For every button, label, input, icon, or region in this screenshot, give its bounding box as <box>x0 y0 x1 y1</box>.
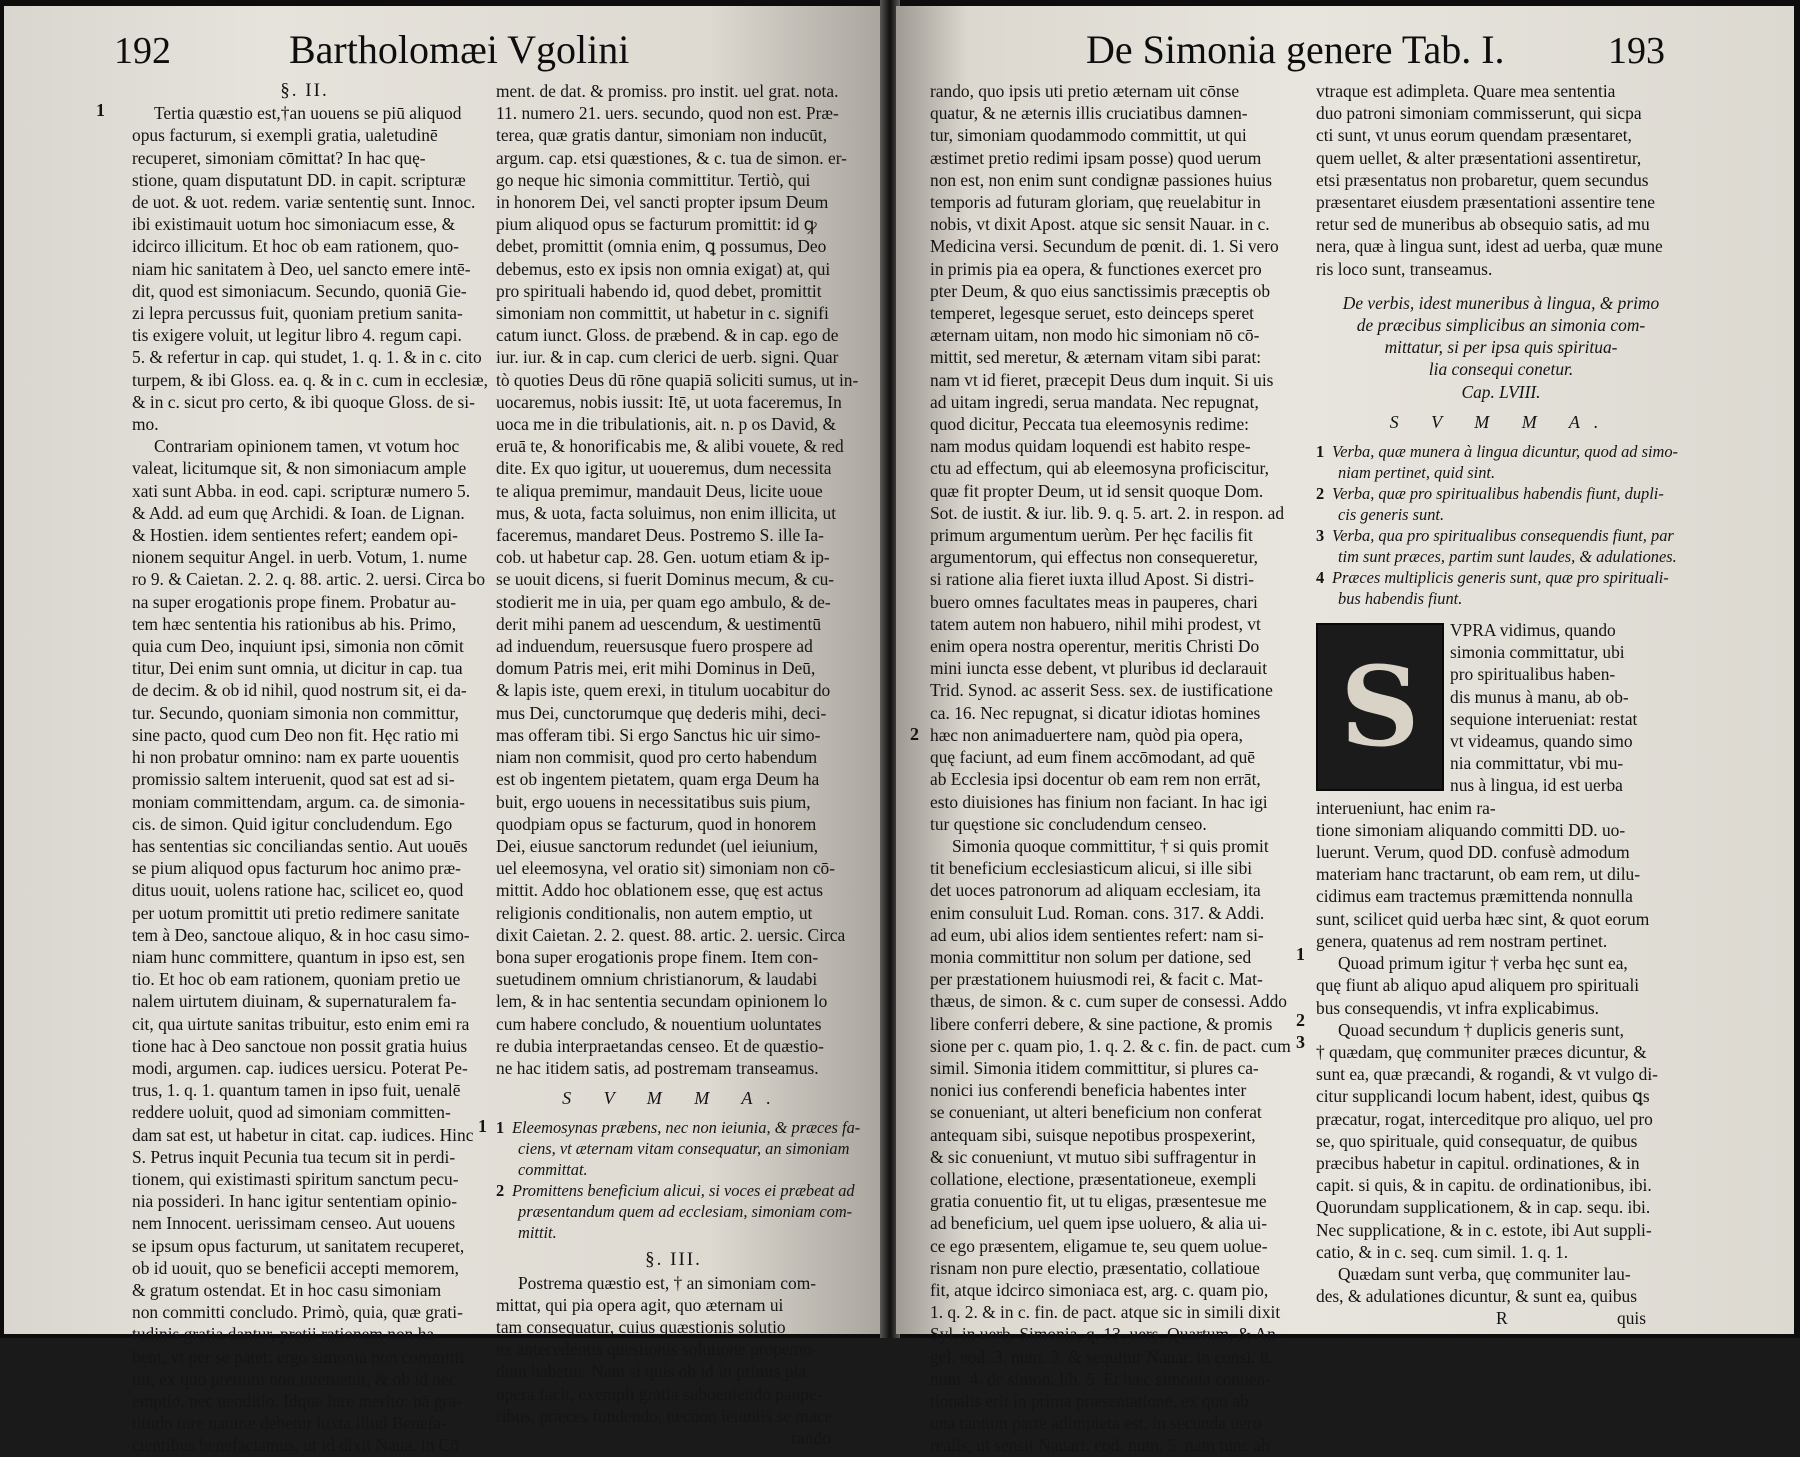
section-heading: §. II. <box>280 80 329 101</box>
text-line: esto diuisiones has finium non faciant. In hac igi <box>930 791 1268 812</box>
text-line: & Add. ad eum quę Archidi. & Ioan. de Lignan. <box>132 502 465 523</box>
text-line: S. Petrus inquit Pecunia tua tecum sit in perdi- <box>132 1146 456 1167</box>
text-line: in primis pia ea opera, & functiones exercet pro <box>930 258 1262 279</box>
text-line: cob. ut habetur cap. 28. Gen. uotum etiam & ip- <box>496 547 830 568</box>
summa-item-number: 4 <box>1316 568 1325 588</box>
summa-item-number: 2 <box>1316 484 1325 504</box>
text-line: niam non commisit, quod pro certo habendum <box>496 747 818 768</box>
text-line: na super erogationis prope finem. Probatur au- <box>132 591 457 612</box>
text-line: titudo iure naturæ debetur iuxta illud Benefa- <box>132 1413 447 1434</box>
text-line: ad induendum, reuersusque fuero prospere ad <box>496 636 813 657</box>
text-line: Dei, eiusue sanctorum redundet (uel ieiunium, <box>496 835 819 856</box>
text-line: te aliqua premimur, mandauit Deus, licite uoue <box>496 480 823 501</box>
text-line: cidimus eam tractemus præmittenda nonnulla <box>1316 886 1633 907</box>
text-line: emptio, nec uenditio. Idque iure merito: nā gra- <box>132 1390 462 1411</box>
text-line: catio, & in c. seq. cum simil. 1. q. 1. <box>1316 1241 1569 1262</box>
text-line: promissio saltem interuenit, quod sat est ad si- <box>132 769 455 790</box>
text-line: æternam uitam, non modo hic simoniam nō cō- <box>930 325 1260 346</box>
text-line: & lapis iste, quem erexi, in titulum uocabitur do <box>496 680 831 701</box>
text-line: tem à Deo, sanctoue aliquo, & in hoc casu simo- <box>132 924 470 945</box>
catchword: quis <box>1617 1308 1646 1329</box>
left-column-2 <box>496 80 861 1449</box>
text-line: dite. Ex quo igitur, ut uoueremus, dum necessita <box>496 458 832 479</box>
left-page-number: 192 <box>114 30 171 72</box>
text-line: argum. cap. etsi quæstiones, & c. tua de simon. er- <box>496 147 847 168</box>
text-line: det uoces patronorum ad aliquam ecclesiam, ita <box>930 880 1261 901</box>
text-line: se uouit dicens, si fuerit Dominus mecum, & cu- <box>496 569 835 590</box>
text-line: quæ fit propter Deum, ut id sensit quoque Dom. <box>930 480 1264 501</box>
text-line: simonia committatur, ubi <box>1450 642 1625 663</box>
text-line: se conueniant, ut alteri beneficium non conferat <box>930 1102 1262 1123</box>
margin-number: 1 <box>478 1116 487 1136</box>
text-line: ribus, præces fundendo, necnon ieiuniis se mace <box>496 1405 833 1426</box>
text-line: interueniunt, hac enim ra- <box>1316 797 1496 818</box>
text-line: dit, quod est simoniacum. Secundo, quoniā Gie- <box>132 280 467 301</box>
summa-heading: S V M M A. <box>562 1088 785 1109</box>
margin-number: 1 <box>1296 944 1305 964</box>
right-page <box>896 6 1794 1456</box>
text-line: nam vt id fieret, præcepit Deus dum inquit. Si uis <box>930 369 1274 390</box>
text-line: uoca me in die tribulationis, ait. n. p os David, & <box>496 414 837 435</box>
text-line: ab Ecclesia ipsi docentur ob eam rem non errāt, <box>930 769 1261 790</box>
text-line: domum Patris mei, erit mihi Dominus in Deū, <box>496 658 816 679</box>
text-line: religionis conditionalis, non autem emptio, ut <box>496 902 813 923</box>
text-line: mittit. Addo hoc oblationem esse, quę est actus <box>496 880 823 901</box>
summa-item-continuation: cis generis sunt. <box>1338 505 1445 525</box>
text-line: dixit Caietan. 2. 2. quest. 88. artic. 2. uersic. Circa <box>496 924 846 945</box>
text-line: turpem, & ibi Gloss. ea. q. & in c. cum in ecclesiæ, <box>132 369 488 390</box>
text-line: tit beneficium ecclesiasticum alicui, si ille sibi <box>930 858 1253 879</box>
text-line: mini iuncta esse debent, vt pluribus id declarauit <box>930 658 1268 679</box>
text-line: se ipsum opus facturum, ut sanitatem recuperet, <box>132 1235 465 1256</box>
text-line: hi non probatur omnino: nam ex parte uouentis <box>132 747 459 768</box>
summa-item <box>1316 525 1686 546</box>
text-line: enim opera nostra operentur, meritis Christi Do <box>930 636 1260 657</box>
text-line: nia committatur, vbi mu- <box>1450 753 1624 774</box>
text-line: quia cum Deo, inquiunt ipsi, simonia non cōmit <box>132 636 464 657</box>
text-line: ro 9. & Caietan. 2. 2. q. 88. artic. 2. uersi. Circa bo <box>132 569 486 590</box>
summa-item <box>1316 483 1686 504</box>
text-line: quę faciunt, ad eum finem accōmodant, ad quē <box>930 747 1255 768</box>
summa-item-text: Promittens beneficium alicui, si voces ei præbeat ad <box>512 1181 855 1201</box>
text-line: Simonia quoque committitur, † si quis promit <box>952 835 1269 856</box>
text-line: dam sat est, ut habetur in citat. cap. iudices. Hinc <box>132 1124 474 1145</box>
text-line: non committi concludo. Primò, quia, quæ grati- <box>132 1302 463 1323</box>
text-line: mittit, sed meretur, & æternam vitam sibi parat: <box>930 347 1262 368</box>
text-line: æstimet pretio redimi ipsam posse) quod uerum <box>930 147 1262 168</box>
text-line: quatur, & ne æternis illis cruciatibus damnen- <box>930 103 1248 124</box>
text-line: fit, atque idcirco simoniaca est, arg. c. quam pio, <box>930 1279 1269 1300</box>
text-line: & in c. sicut pro certo, & ibi quoque Gloss. de si- <box>132 391 475 412</box>
text-line: num. 4. de simon. lib. 5. Et hæc simonia conuen- <box>930 1368 1272 1389</box>
text-line: per uotum promittit uti pretio redimere sanitate <box>132 902 460 923</box>
text-line: argumentorum, qui effectus non consequeretur, <box>930 547 1259 568</box>
text-line: pro spirituali habendo id, quod debet, promittit <box>496 280 822 301</box>
text-line: debet, promittit (omnia enim, ꝗ possumus, Deo <box>496 236 827 257</box>
text-line: præsentaret eiusdem præsentationi assentire tene <box>1316 192 1656 213</box>
summa-item <box>496 1180 855 1201</box>
catchword: rando <box>791 1427 831 1448</box>
summa-item-continuation: præsentandum quem ad ecclesiam, simoniam com- <box>518 1202 853 1222</box>
text-line: cit, qua uirtute sanitas tribuitur, esto enim emi ra <box>132 1013 470 1034</box>
left-column-1-text <box>132 102 488 1456</box>
text-line: bus consequendis, vt infra explicabimus. <box>1316 997 1600 1018</box>
text-line: De verbis, idest muneribus à lingua, & primo <box>1342 292 1660 313</box>
text-line: de præcibus simplicibus an simonia com- <box>1356 315 1646 336</box>
text-line: sione per c. quam pio, 1. q. 2. & c. fin. de pact. cum <box>930 1035 1291 1056</box>
text-line: mittatur, si per ipsa quis spiritua- <box>1384 337 1618 358</box>
summa-item-text: Eleemosynas præbens, nec non ieiunia, & præces fa- <box>512 1118 861 1138</box>
left-running-head: Bartholomæi Vgolini <box>289 27 630 72</box>
text-line: etsi præsentatus non probaretur, quem secundus <box>1316 169 1649 190</box>
text-line: mus Dei, cunctorumque quę dederis mihi, deci- <box>496 702 827 723</box>
text-line: derit mihi panem ad uescendum, & uestimentū <box>496 613 822 634</box>
text-line: gel. eod. 3. num. 3. & sequitur Nauar. in consi. 8. <box>930 1346 1273 1367</box>
right-running-head: De Simonia genere Tab. I. <box>1086 27 1505 72</box>
text-line: nobis, vt dixit Apost. atque sic sensit Nauar. in c. <box>930 214 1270 235</box>
text-line: buit, ergo uouens in necessitatibus suis pium, <box>496 791 811 812</box>
text-line: de uot. & uot. redem. variæ sententię sunt. Innoc. <box>132 192 476 213</box>
text-line: præcatur, rogat, interceditque pro aliquo, uel pro <box>1316 1108 1653 1129</box>
text-line: faceremus, mandaret Deus. Postremo S. ille Ia- <box>496 525 824 546</box>
text-line: lem, & in hac sententia secundam opinionem lo <box>496 991 828 1012</box>
text-line: mas offeram tibi. Si ergo Sanctus hic uir simo- <box>496 724 821 745</box>
text-line: per præstationem huiusmodi rei, & facit c. Mat- <box>930 969 1263 990</box>
text-line: iur. iur. & in cap. cum clerici de uerb. signi. Quar <box>496 347 839 368</box>
text-line: una tantum parte adimpleta est, in secunda uero <box>930 1413 1262 1434</box>
text-line: ctu ad effectum, qui ab eleemosyna proficiscitur, <box>930 458 1269 479</box>
left-column-2-tail <box>496 1272 851 1427</box>
summa-list <box>1316 441 1686 609</box>
margin-number: 1 <box>96 100 105 120</box>
text-line: niam hunc committere, quantum in ipso est, sen <box>132 946 465 967</box>
text-line: rando, quo ipsis uti pretio æternam uit cōnse <box>930 81 1240 101</box>
text-line: est ob ingentem pietatem, quam erga Deum ha <box>496 769 820 790</box>
text-line: tur. Secundo, quoniam simonia non committur, <box>132 702 459 723</box>
text-line: bent, vt per se patet: ergo simonia non committi <box>132 1346 465 1367</box>
text-line: citur supplicandi locum habent, idest, quibus ꝗs <box>1316 1086 1650 1107</box>
text-line: buero omnes facultates meas in pauperes, chari <box>930 591 1258 612</box>
text-line: vt videamus, quando simo <box>1450 731 1633 752</box>
chapter-opening <box>1316 619 1686 797</box>
text-line: lia consequi conetur. <box>1428 359 1574 380</box>
text-line: cientibus benefaciamus, ut id dixit Naua. in Cō <box>132 1435 459 1456</box>
summa-item-continuation: ciens, vt æternam vitam consequatur, an simoniam <box>518 1139 850 1159</box>
left-column-1 <box>132 80 488 1457</box>
text-line: tionalis erit in prima præsentatione, ex quo ab <box>930 1390 1249 1411</box>
text-line: Postrema quæstio est, † an simoniam com- <box>518 1272 817 1293</box>
text-line: tis exigere voluit, ut legitur libro 4. regum capi. <box>132 325 462 346</box>
text-line: dis munus à manu, ab ob- <box>1450 686 1629 707</box>
text-line: nalem uirtutem diuinam, & supernaturalem fa- <box>132 991 457 1012</box>
right-page-number: 193 <box>1608 30 1665 72</box>
text-line: tione hac à Deo sanctoue non possit gratia huius <box>132 1035 468 1056</box>
text-line: tudinis gratia dantur, pretii rationem non ha- <box>132 1324 440 1345</box>
text-line: go neque hic simonia committitur. Tertiò, qui <box>496 169 811 190</box>
text-line: pter Deum, & quo eius sanctissimis præceptis ob <box>930 280 1271 301</box>
text-line: uel eleemosyna, vel oratio sit) simoniam non cō- <box>496 858 836 879</box>
text-line: & Hostien. idem sentientes refert; eandem opi- <box>132 525 458 546</box>
text-line: ditus uouit, uolens ratione hac, scilicet eo, quod <box>132 880 464 901</box>
text-line: trus, 1. q. 1. quantum tamen in ipso fuit, uenalē <box>132 1080 461 1101</box>
text-line: præcibus habetur in capitul. ordinationes, & in <box>1316 1152 1640 1173</box>
chapter-title <box>1316 292 1686 403</box>
text-line: reddere uoluit, quod ad simoniam committen- <box>132 1102 451 1123</box>
text-line: dum habetur. Nam si quis ob id in primis pia <box>496 1361 807 1382</box>
text-line: stodierit me in uia, per quam ego ambulo, & de- <box>496 591 831 612</box>
text-line: titur, Dei enim sunt omnia, ut dicitur in cap. tua <box>132 658 463 679</box>
text-line: se, quo spirituale, quid consequatur, de quibus <box>1316 1130 1638 1151</box>
text-line: si ratione alia fieret iuxta illud Apost. Si distri- <box>930 569 1255 590</box>
text-line: retur sed de muneribus ab obsequio satis, ad mu <box>1316 214 1650 235</box>
text-line: & sic conueniunt, vt mutuo sibi suffragentur in <box>930 1146 1257 1167</box>
text-line: ob id uouit, quo se beneficii accepti memorem, <box>132 1257 459 1278</box>
text-line: temperet, legesque seruet, esto deinceps speret <box>930 303 1255 324</box>
text-line: uocaremus, nobis iussit: Itē, ut uota faceremus, In <box>496 391 842 412</box>
summa-item-number: 1 <box>496 1118 505 1138</box>
text-line: gratia conuentio fit, ut tu eligas, præsentesue me <box>930 1191 1267 1212</box>
text-line: cum habere concludo, & nouentium uoluntates <box>496 1013 822 1034</box>
text-line: tò quoties Deus dū rōne quapiā soliciti sumus, ut in- <box>496 369 859 390</box>
signature-mark: R <box>1496 1308 1508 1329</box>
summa-item-text: Præces multiplicis generis sunt, quæ pro spirituali- <box>1332 568 1669 588</box>
text-line: collatione, electione, præsentationeue, exempli <box>930 1168 1257 1189</box>
text-line: simil. Simonia itidem committitur, si plures ca- <box>930 1057 1259 1078</box>
text-line: nia possideri. In hanc igitur sententiam opinio- <box>132 1191 458 1212</box>
text-line: Quoad secundum † duplicis generis sunt, <box>1338 1019 1624 1040</box>
text-line: tur, simoniam quodammodo committit, ut qui <box>930 125 1247 146</box>
text-line: 1. q. 2. & in c. fin. de pact. atque sic in simili dixit <box>930 1302 1281 1323</box>
section-heading: §. III. <box>645 1249 702 1271</box>
summa-item <box>496 1117 861 1138</box>
text-line: recuperet, simoniam cōmittat? In hac quę- <box>132 147 426 168</box>
text-line: de decim. & ob id nihil, quod nostrum sit, ei da- <box>132 680 467 701</box>
initial-paragraph <box>1450 619 1686 797</box>
summa-item <box>1316 441 1686 462</box>
summa-list <box>496 1117 861 1243</box>
text-line: tem hæc sententia his rationibus ab his. Primo, <box>132 613 457 634</box>
text-line: zi lepra percussus fuit, quoniam pretium sanita- <box>132 303 463 324</box>
summa-item-text: Verba, quæ munera à lingua dicuntur, quod ad simo- <box>1332 442 1679 462</box>
right-column-1-text <box>930 80 1290 1457</box>
text-line: ad beneficium, uel quem ipse uoluero, & alia ui- <box>930 1213 1268 1234</box>
summa-item-continuation: committat. <box>518 1160 588 1180</box>
text-line: realis, ut sensit Nauarr. eod. num. 5. nam tunc ab <box>930 1435 1270 1456</box>
text-line: tionem, qui existimasti spiritum sanctum pecu- <box>132 1168 459 1189</box>
text-line: tione simoniam aliquando committi DD. uo- <box>1316 819 1626 840</box>
text-line: Trid. Synod. ac asserit Sess. sex. de iustificatione <box>930 680 1273 701</box>
text-line: ne hac itidem satis, ad postremam transeamus. <box>496 1057 819 1078</box>
text-line: nonici ius conferendi beneficia habentes inter <box>930 1080 1247 1101</box>
right-column-2-bottom <box>1316 797 1686 1308</box>
text-line: nionem sequitur Angel. in uerb. Votum, 1. nume <box>132 547 468 568</box>
text-line: primum argumentum uerùm. Per hęc facilis fit <box>930 525 1253 546</box>
text-line: Syl. in uerb. Simonia, q. 13. uers. Quartum, & An- <box>930 1324 1282 1345</box>
summa-item-text: Verba, quæ pro spiritualibus habendis fiunt, dupli- <box>1332 484 1664 504</box>
left-column-2-text <box>496 80 859 1079</box>
text-line: tatem autem non habuero, nihil mihi prodest, vt <box>930 613 1261 634</box>
text-line: sine pacto, quod cum Deo non fit. Hęc ratio mi <box>132 724 459 745</box>
text-line: Quoad primum igitur † verba hęc sunt ea, <box>1338 953 1628 974</box>
summa-item-continuation: tim sunt præces, partim sunt laudes, & adulationes. <box>1338 547 1677 567</box>
text-line: tur quęstione sic concludendum censeo. <box>930 813 1207 834</box>
text-line: genera, quatenus ad rem nostram pertinet. <box>1316 930 1608 951</box>
text-line: vtraque est adimpleta. Quare mea sententia <box>1316 81 1616 101</box>
text-line: valeat, licitumque sit, & non simoniacum ample <box>132 458 467 479</box>
text-line: quod dicitur, Peccata tua eleemosynis redime: <box>930 414 1249 435</box>
text-line: duo patroni simoniam commisserunt, qui sicpa <box>1316 103 1642 124</box>
summa-item-number: 1 <box>1316 442 1325 462</box>
text-line: nem Innocent. uerissimam censeo. Aut uouens <box>132 1213 456 1234</box>
text-line: opus facturum, si exempli gratia, ualetudinē <box>132 125 438 146</box>
text-line: sunt ea, quæ præcandi, & rogandi, & vt vulgo di- <box>1316 1064 1658 1085</box>
text-line: quem uellet, & alter præsentationi assentiretur, <box>1316 147 1642 168</box>
margin-number: 2 <box>910 724 919 744</box>
text-line: idcirco illicitum. Et hoc ob eam rationem, quo- <box>132 236 459 257</box>
text-line: Quædam sunt verba, quę communiter lau- <box>1338 1263 1631 1284</box>
text-line: in honorem Dei, vel sancti propter ipsum Deum <box>496 192 829 213</box>
text-line: temporis ad futuram gloriam, quę reuelabitur in <box>930 192 1261 213</box>
decorated-initial: S <box>1316 623 1444 791</box>
text-line: libere conferri debere, & sine pactione, & promis <box>930 1013 1273 1034</box>
text-line: materiam hanc tractarunt, ob eam rem, ut dilu- <box>1316 864 1641 885</box>
text-line: opera facit, exempli gratia subueniendo paupe- <box>496 1383 823 1404</box>
text-line: quę fiunt ab aliquo apud aliquem pro spirituali <box>1316 975 1640 996</box>
right-column-2 <box>1316 80 1686 1330</box>
text-line: xati sunt Abba. in eod. capi. scripturæ numero 5. <box>132 480 471 501</box>
text-line: bona super erogationis prope finem. Item con- <box>496 946 819 967</box>
text-line: nera, quæ à lingua sunt, idest ad uerba, quæ mune <box>1316 236 1663 257</box>
text-line: se pium aliquod opus facturum hoc animo præ- <box>132 858 461 879</box>
text-line: catum iunct. Gloss. de præbend. & in cap. ego de <box>496 325 839 346</box>
text-line: moniam committendam, argum. ca. de simonia- <box>132 791 465 812</box>
left-page <box>4 6 884 1456</box>
text-line: niam hic sanitatem à Deo, uel sancto emere intē- <box>132 258 471 279</box>
text-line: non est, non enim sunt condignæ passiones huius <box>930 169 1273 190</box>
text-line: tio. Et hoc ob eam rationem, quoniam pretio ue <box>132 969 461 990</box>
text-line: modi, argumen. cap. iudices uersicu. Poterat Pe- <box>132 1057 468 1078</box>
text-line: eruā te, & honorificabis me, & alibi vouete, & red <box>496 436 844 457</box>
text-line: tur, ex quo pretium non interuenit, & ob id nec <box>132 1368 457 1389</box>
right-column-2-top <box>1316 80 1686 280</box>
text-line: antequam sibi, suisque nepotibus prospexerint, <box>930 1124 1256 1145</box>
text-line: ibi existimauit uotum hoc simoniacum esse, & <box>132 214 456 235</box>
text-line: nam modus quidam loquendi est habito respe- <box>930 436 1251 457</box>
text-line: ca. 16. Nec repugnat, si dicatur idiotas homines <box>930 702 1261 723</box>
text-line: † quædam, quę communiter præces dicuntur, & <box>1316 1041 1647 1062</box>
text-line: ad uitam ingredi, serua mandata. Nec repugnat, <box>930 391 1259 412</box>
text-line: has sententias sic conciliandas sentio. Aut uouēs <box>132 835 468 856</box>
margin-number: 3 <box>1296 1032 1305 1052</box>
text-line: Contrariam opinionem tamen, vt votum hoc <box>154 436 460 457</box>
text-line: mittat, qui pia opera agit, quo æternam ui <box>496 1294 784 1315</box>
text-line: ment. de dat. & promiss. pro instit. uel grat. nota. <box>496 81 839 101</box>
text-line: risnam non pure electio, præsentatio, collatioue <box>930 1257 1260 1278</box>
text-line: capit. si quis, & in capitu. de ordinationibus, ibi. <box>1316 1175 1652 1196</box>
summa-item-number: 2 <box>496 1181 505 1201</box>
text-line: Sot. de iustit. & iur. lib. 9. q. 5. art. 2. in respon. ad <box>930 502 1285 523</box>
summa-item <box>1316 567 1686 588</box>
text-line: luerunt. Verum, quod DD. confusè admodum <box>1316 842 1630 863</box>
text-line: nus à lingua, id est uerba <box>1450 775 1623 796</box>
text-line: ad eum, ubi alios idem sentientes refert: nam si- <box>930 924 1264 945</box>
text-line: 11. numero 21. uers. secundo, quod non est. Præ- <box>496 103 839 124</box>
chapter-number: Cap. LVIII. <box>1461 381 1541 402</box>
text-line: stione, quam disputatunt DD. in capit. scripturæ <box>132 169 466 190</box>
text-line: enim consuluit Lud. Roman. cons. 317. & Addi. <box>930 902 1265 923</box>
margin-number: 2 <box>1296 1010 1305 1030</box>
text-line: Medicina versi. Secundum de pœnit. di. 1. Si vero <box>930 236 1279 257</box>
text-line: debemus, esto ex ipsis non omnia exigat) at, qui <box>496 258 831 279</box>
text-line: pro spiritualibus haben- <box>1450 664 1616 685</box>
summa-item-continuation: mittit. <box>518 1223 557 1243</box>
text-line: VPRA vidimus, quando <box>1450 620 1616 641</box>
text-line: Quorundam supplicationem, & in cap. sequ. ibi. <box>1316 1197 1651 1218</box>
text-line: ex antecedentis questionis solutione propemo- <box>496 1339 818 1360</box>
text-line: re dubia interpraetandas censeo. Et de quæstio- <box>496 1035 824 1056</box>
text-line: cis. de simon. Quid igitur concludendum. Ego <box>132 813 453 834</box>
text-line: Nec supplicatione, & in c. estote, ibi Aut suppli- <box>1316 1219 1652 1240</box>
text-line: simoniam non committit, ut habetur in c. signifi <box>496 303 829 324</box>
summa-item-text: Verba, qua pro spiritualibus consequendis fiunt, par <box>1332 526 1674 546</box>
text-line: terea, quæ gratis dantur, simoniam non inducūt, <box>496 125 828 146</box>
text-line: sunt, scilicet quid uerba hæc sint, & quot eorum <box>1316 908 1650 929</box>
summa-heading: S V M M A. <box>1389 411 1613 432</box>
summa-item-continuation: niam pertinet, quid sint. <box>1338 463 1496 483</box>
text-line: tam consequatur, cuius quæstionis solutio <box>496 1316 786 1337</box>
text-line: hæc non animaduertere nam, quòd pia opera, <box>930 724 1243 745</box>
text-line: Tertia quæstio est,†an uouens se piū aliquod <box>154 103 462 124</box>
text-line: ris loco sunt, transeamus. <box>1316 258 1493 279</box>
text-line: pium aliquod opus se facturum promittit: id ꝙ <box>496 214 817 235</box>
text-line: sequione interueniat: restat <box>1450 708 1638 729</box>
summa-item-number: 3 <box>1316 526 1325 546</box>
text-line: suetudinem omnium christianorum, & laudabi <box>496 969 818 990</box>
right-column-1 <box>930 80 1290 1457</box>
text-line: thæus, de simon. & c. cum super de consessi. Addo <box>930 991 1287 1012</box>
text-line: ce ego præsentem, eligamue te, seu quem uolue- <box>930 1235 1268 1256</box>
text-line: quodpiam opus se facturum, quod in honorem <box>496 813 817 834</box>
text-line: des, & adulationes dicuntur, & sunt ea, quibus <box>1316 1286 1637 1307</box>
text-line: 5. & refertur in cap. qui studet, 1. q. 1. & in c. cito <box>132 347 482 368</box>
text-line: monia committitur non solum per datione, sed <box>930 946 1252 967</box>
summa-item-continuation: bus habendis fiunt. <box>1338 589 1463 609</box>
text-line: cti sunt, vt unus eorum quendam præsentaret, <box>1316 125 1632 146</box>
text-line: mus, & uota, facta soluimus, non enim illicita, ut <box>496 502 837 523</box>
text-line: mo. <box>132 414 159 435</box>
text-line: & gratum ostendat. Et in hoc casu simoniam <box>132 1279 442 1300</box>
